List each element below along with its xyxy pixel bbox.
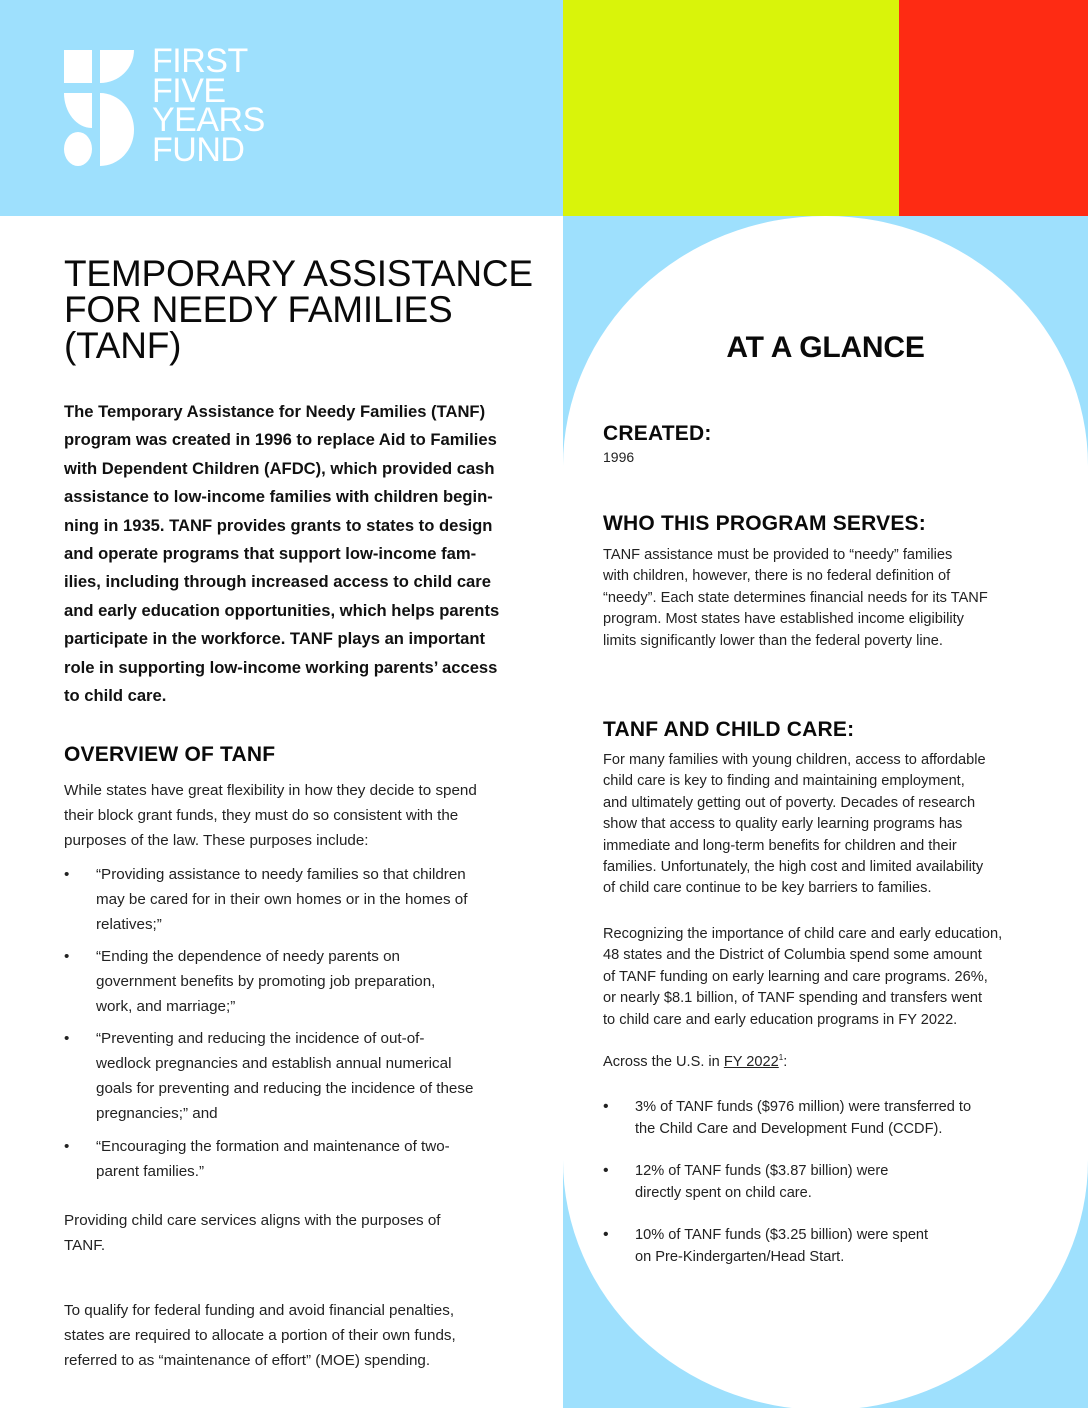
header-red-block xyxy=(899,0,1088,216)
text-line: and ultimately getting out of poverty. Decades of research xyxy=(603,794,976,811)
text-line: may be cared for in their own homes or in the homes of xyxy=(96,891,468,908)
first-five-years-fund-logo xyxy=(64,42,279,169)
text-line: Providing child care services aligns with the purposes of xyxy=(64,1212,441,1229)
text-line: TANF. xyxy=(64,1237,106,1254)
text-line: 3% of TANF funds ($976 million) were transferred to xyxy=(635,1099,972,1115)
text-line: pregnancies;” and xyxy=(96,1105,218,1122)
moe-paragraph xyxy=(64,1298,456,1373)
list-item xyxy=(603,1160,1063,1224)
text-line: To qualify for federal funding and avoid financial penalties, xyxy=(64,1302,455,1319)
text-line: parent families.” xyxy=(96,1163,205,1180)
text-line: the Child Care and Development Fund (CCDF). xyxy=(635,1121,943,1137)
list-item xyxy=(64,1134,544,1184)
list-item xyxy=(64,944,544,1026)
text-line: ning in 1935. TANF provides grants to states to design xyxy=(64,515,493,535)
text-line: purposes of the law. These purposes include: xyxy=(64,832,369,849)
logo-wordmark xyxy=(152,42,265,169)
bullet-icon: • xyxy=(603,1098,609,1115)
bullet-icon: • xyxy=(64,1138,70,1155)
at-a-glance-heading: AT A GLANCE xyxy=(726,331,925,364)
text-line: The Temporary Assistance for Needy Families (TANF) xyxy=(64,402,486,421)
across-us-line xyxy=(603,1052,787,1073)
child-care-heading: TANF AND CHILD CARE: xyxy=(603,718,855,741)
logo-line: FIRST xyxy=(152,42,248,80)
text-line: limits significantly lower than the federal poverty line. xyxy=(603,632,943,649)
text-line: with children, however, there is no federal definition of xyxy=(603,568,951,585)
text-line: role in supporting low-income working parents’ access xyxy=(64,657,498,677)
text-line: program. Most states have established income eligibility xyxy=(603,611,964,628)
text-line: and operate programs that support low-income fam- xyxy=(64,544,477,564)
list-item xyxy=(64,1026,544,1134)
text-line: of TANF funding on early learning and care programs. 26%, xyxy=(603,968,988,985)
text-line: 12% of TANF funds ($3.87 billion) were xyxy=(635,1163,889,1179)
text-line: goals for preventing and reducing the incidence of these xyxy=(96,1080,474,1097)
text-line: TANF assistance must be provided to “needy” families xyxy=(603,547,953,563)
text-line: 10% of TANF funds ($3.25 billion) were spent xyxy=(635,1227,929,1243)
text-line: families. Unfortunately, the high cost and limited availability xyxy=(603,859,984,876)
text-line: 48 states and the District of Columbia spend some amount xyxy=(603,947,982,964)
text-line: and early education opportunities, which helps parents xyxy=(64,600,500,620)
title-line: TEMPORARY ASSISTANCE xyxy=(64,253,533,294)
created-heading: CREATED: xyxy=(603,422,712,445)
text-line: ilies, including through increased access to child care xyxy=(64,572,491,592)
text-line: to child care and early education programs in FY 2022. xyxy=(603,1011,958,1028)
page-title xyxy=(64,253,544,366)
logo-circle-shape xyxy=(64,132,92,166)
text-line: participate in the workforce. TANF plays an important xyxy=(64,629,486,649)
text-line: of child care continue to be key barriers to families. xyxy=(603,880,932,897)
text-line: “Encouraging the formation and maintenance of two- xyxy=(96,1138,450,1155)
text-line: “Preventing and reducing the incidence of out-of- xyxy=(96,1030,425,1047)
text-line: “Providing assistance to needy families so that children xyxy=(96,866,466,883)
text-line: referred to as “maintenance of effort” (MOE) spending. xyxy=(64,1352,431,1369)
text-line: their block grant funds, they must do so consistent with the xyxy=(64,807,459,824)
logo-line: FIVE xyxy=(152,71,226,110)
text-line: relatives;” xyxy=(96,916,162,933)
text-line: program was created in 1996 to replace Aid to Families xyxy=(64,430,497,450)
bullet-icon: • xyxy=(603,1226,609,1243)
footnote-marker[interactable]: 1 xyxy=(778,1053,784,1063)
overview-intro xyxy=(64,778,534,853)
purposes-list xyxy=(64,862,544,1184)
logo-half-circle-shape xyxy=(100,93,134,166)
spending-list xyxy=(603,1096,1063,1288)
who-serves-paragraph xyxy=(603,545,988,652)
list-item xyxy=(603,1096,1063,1160)
text-line: While states have great flexibility in how they decide to spend xyxy=(64,782,477,799)
title-line: (TANF) xyxy=(64,325,182,366)
text-line: on Pre-Kindergarten/Head Start. xyxy=(635,1249,845,1265)
text-line: states are required to allocate a portion of their own funds, xyxy=(64,1327,456,1344)
text-line: Recognizing the importance of child care and early education, xyxy=(603,926,1003,942)
fy-2022-link[interactable]: FY 2022 xyxy=(723,1054,779,1070)
logo-square-shape xyxy=(64,50,92,83)
across-suffix: : xyxy=(783,1054,788,1070)
list-item xyxy=(64,862,544,944)
overview-heading: OVERVIEW OF TANF xyxy=(64,743,276,766)
text-line: to child care. xyxy=(64,686,167,706)
text-line: wedlock pregnancies and establish annual numerical xyxy=(96,1055,452,1072)
text-line: assistance to low-income families with children begin- xyxy=(64,487,493,507)
child-care-paragraph xyxy=(603,750,986,900)
text-line: with Dependent Children (AFDC), which provided cash xyxy=(64,458,495,478)
text-line: “Ending the dependence of needy parents on xyxy=(96,948,400,965)
logo-line: YEARS xyxy=(152,101,265,139)
logo-quarter-circle-shape xyxy=(100,50,134,83)
intro-paragraph xyxy=(64,398,544,710)
text-line: work, and marriage;” xyxy=(96,998,236,1015)
list-item xyxy=(603,1224,1063,1288)
header-lime-block xyxy=(563,0,899,216)
logo-line: FUND xyxy=(152,130,245,169)
who-serves-heading: WHO THIS PROGRAM SERVES: xyxy=(603,512,926,535)
logo-quarter-circle-shape xyxy=(64,93,92,128)
text-line: “needy”. Each state determines financial needs for its TANF xyxy=(603,589,988,606)
child-care-alignment-paragraph xyxy=(64,1208,441,1258)
bullet-icon: • xyxy=(64,866,70,883)
funding-paragraph xyxy=(603,924,1002,1031)
across-prefix: Across the U.S. in xyxy=(603,1054,724,1070)
text-line: show that access to quality early learning programs has xyxy=(603,816,963,833)
created-value: 1996 xyxy=(603,449,635,465)
text-line: government benefits by promoting job preparation, xyxy=(96,973,436,990)
bullet-icon: • xyxy=(64,1030,70,1047)
title-line: FOR NEEDY FAMILIES xyxy=(64,289,453,330)
text-line: directly spent on child care. xyxy=(635,1185,812,1201)
text-line: child care is key to finding and maintaining employment, xyxy=(603,773,965,790)
text-line: For many families with young children, access to affordable xyxy=(603,752,986,768)
bullet-icon: • xyxy=(64,948,70,965)
text-line: immediate and long-term benefits for children and their xyxy=(603,837,957,854)
bullet-icon: • xyxy=(603,1162,609,1179)
text-line: or nearly $8.1 billion, of TANF spending and transfers went xyxy=(603,990,983,1007)
